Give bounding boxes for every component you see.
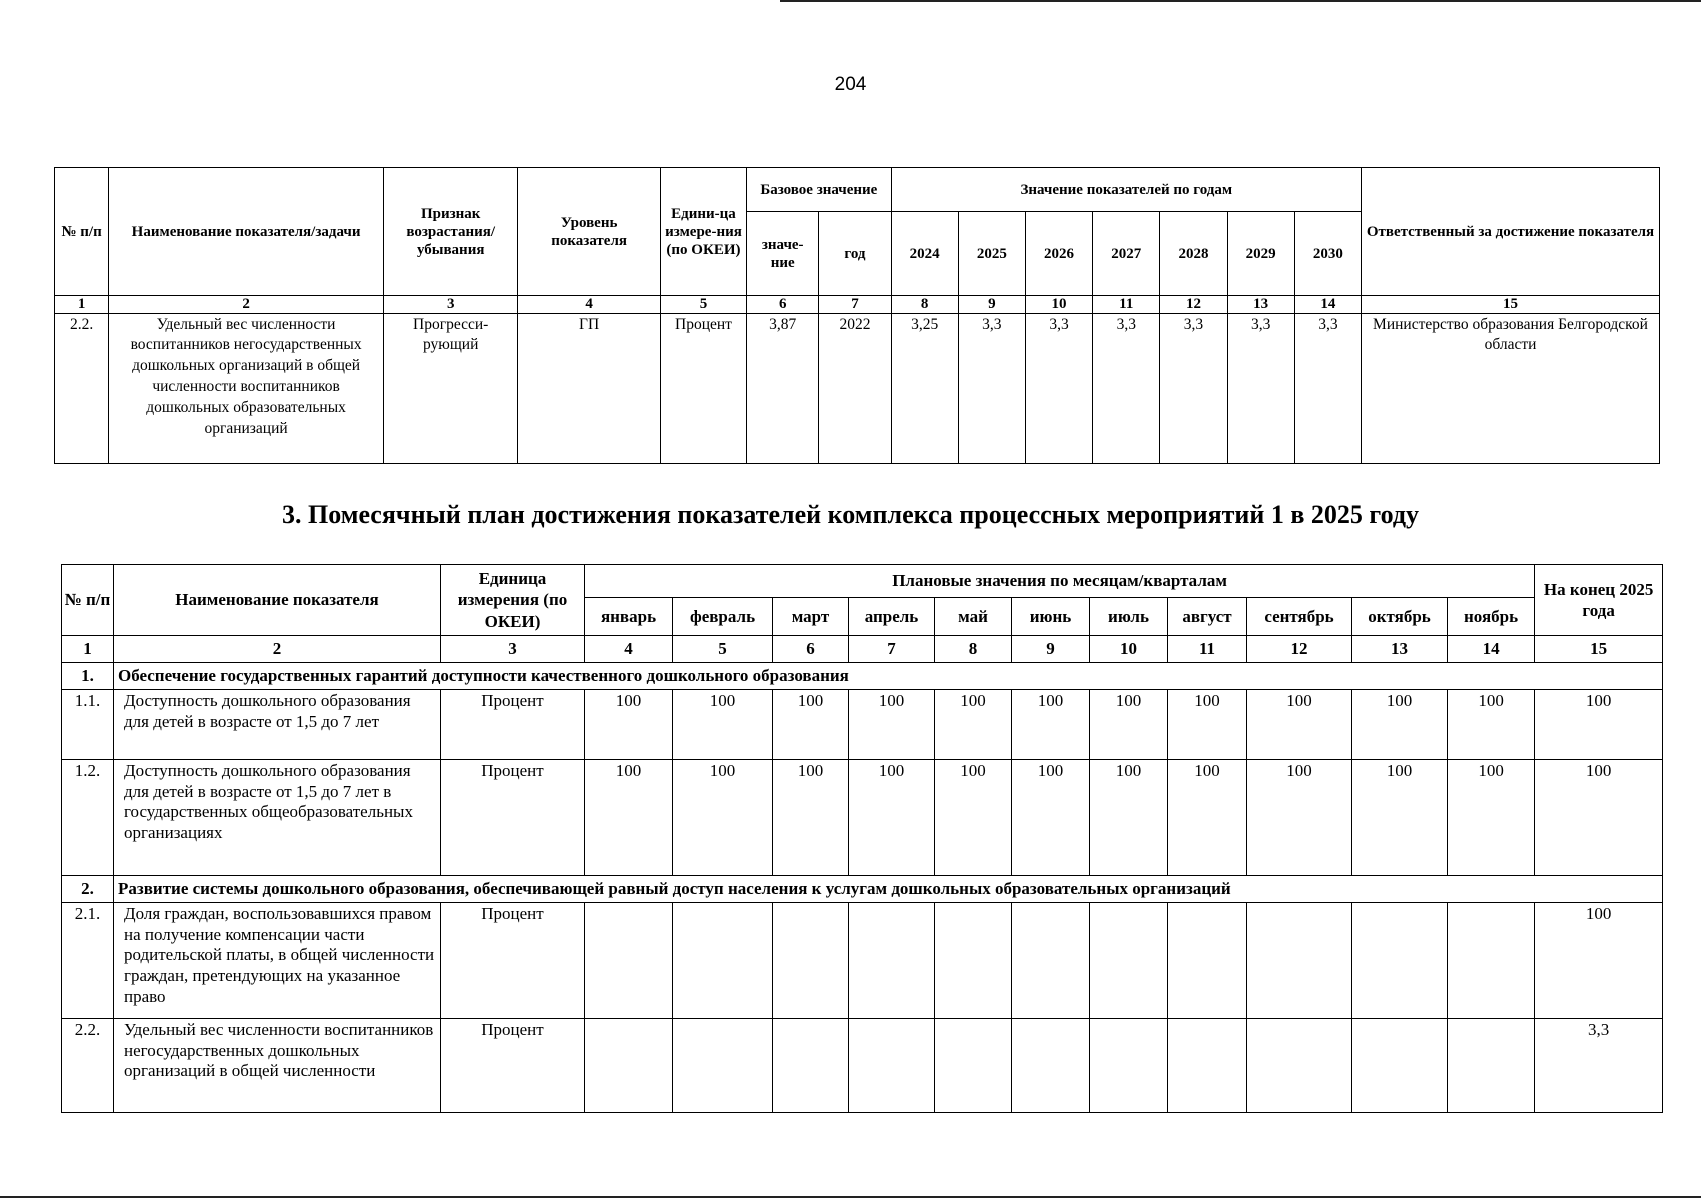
header-month: октябрь bbox=[1352, 598, 1448, 636]
row-year-value: 3,3 bbox=[958, 313, 1025, 463]
col-number: 6 bbox=[747, 296, 819, 314]
row-year-value: 3,3 bbox=[1025, 313, 1092, 463]
col-number: 13 bbox=[1352, 636, 1448, 663]
col-number: 7 bbox=[819, 296, 891, 314]
row-unit: Процент bbox=[441, 903, 585, 1019]
row-month-value bbox=[849, 1019, 935, 1113]
row-year-value: 3,25 bbox=[891, 313, 958, 463]
row-month-value: 100 bbox=[585, 760, 673, 876]
col-number: 7 bbox=[849, 636, 935, 663]
row-month-value: 100 bbox=[1247, 760, 1352, 876]
row-name: Доля граждан, воспользовавшихся правом на получение компенсации части родительской платы, в общей численности граждан, претендующих на указанное право bbox=[114, 903, 441, 1019]
col-number: 10 bbox=[1025, 296, 1092, 314]
row-month-value bbox=[1090, 1019, 1168, 1113]
col-number: 12 bbox=[1247, 636, 1352, 663]
col-number: 10 bbox=[1090, 636, 1168, 663]
row-month-value bbox=[773, 1019, 849, 1113]
section-row bbox=[62, 663, 1663, 690]
indicator-table bbox=[54, 167, 1660, 464]
header-month: сентябрь bbox=[1247, 598, 1352, 636]
row-month-value bbox=[1012, 1019, 1090, 1113]
row-num: 1.2. bbox=[62, 760, 114, 876]
header-by-years: Значение показателей по годам bbox=[891, 168, 1361, 212]
col-number: 9 bbox=[958, 296, 1025, 314]
header-unit: Единица измерения (по ОКЕИ) bbox=[441, 565, 585, 636]
row-month-value bbox=[1168, 1019, 1247, 1113]
header-base: Базовое значение bbox=[747, 168, 891, 212]
row-month-value bbox=[1168, 903, 1247, 1019]
row-month-value bbox=[1247, 903, 1352, 1019]
header-year: 2024 bbox=[891, 212, 958, 296]
col-number: 14 bbox=[1294, 296, 1361, 314]
row-year-value: 3,3 bbox=[1160, 313, 1227, 463]
monthly-plan-table bbox=[61, 564, 1663, 1113]
row-month-value bbox=[1352, 903, 1448, 1019]
header-month: июнь bbox=[1012, 598, 1090, 636]
row-num: 2.2. bbox=[55, 313, 109, 463]
table-row bbox=[62, 690, 1663, 760]
row-month-value: 100 bbox=[1090, 760, 1168, 876]
row-month-value bbox=[585, 903, 673, 1019]
header-month: август bbox=[1168, 598, 1247, 636]
row-unit: Процент bbox=[660, 313, 746, 463]
header-num: № п/п bbox=[55, 168, 109, 296]
bottom-edge-line bbox=[0, 1196, 1701, 1198]
col-number: 3 bbox=[441, 636, 585, 663]
table-row bbox=[62, 903, 1663, 1019]
row-end-value: 100 bbox=[1535, 760, 1663, 876]
column-number-row bbox=[62, 636, 1663, 663]
row-month-value: 100 bbox=[849, 690, 935, 760]
col-number: 12 bbox=[1160, 296, 1227, 314]
section-num: 2. bbox=[62, 876, 114, 903]
header-month: февраль bbox=[673, 598, 773, 636]
row-month-value bbox=[1247, 1019, 1352, 1113]
row-month-value bbox=[1352, 1019, 1448, 1113]
section-row bbox=[62, 876, 1663, 903]
header-year: 2029 bbox=[1227, 212, 1294, 296]
header-name: Наименование показателя bbox=[114, 565, 441, 636]
col-number: 15 bbox=[1362, 296, 1660, 314]
row-month-value: 100 bbox=[1168, 690, 1247, 760]
top-edge-line bbox=[780, 0, 1701, 2]
page-number: 204 bbox=[834, 74, 867, 95]
header-month: март bbox=[773, 598, 849, 636]
header-month: ноябрь bbox=[1448, 598, 1535, 636]
col-number: 5 bbox=[660, 296, 746, 314]
row-year-value: 3,3 bbox=[1093, 313, 1160, 463]
row-base-value: 3,87 bbox=[747, 313, 819, 463]
row-month-value: 100 bbox=[1012, 760, 1090, 876]
row-unit: Процент bbox=[441, 760, 585, 876]
header-base-value: значе-ние bbox=[747, 212, 819, 296]
row-month-value bbox=[1448, 903, 1535, 1019]
col-number: 13 bbox=[1227, 296, 1294, 314]
table-row bbox=[62, 760, 1663, 876]
row-month-value: 100 bbox=[1448, 760, 1535, 876]
header-num: № п/п bbox=[62, 565, 114, 636]
header-responsible: Ответственный за достижение показателя bbox=[1362, 168, 1660, 296]
row-month-value: 100 bbox=[1247, 690, 1352, 760]
table-row bbox=[62, 1019, 1663, 1113]
row-base-year: 2022 bbox=[819, 313, 891, 463]
row-trend: Прогресси-рующий bbox=[384, 313, 518, 463]
row-num: 2.2. bbox=[62, 1019, 114, 1113]
row-month-value: 100 bbox=[1448, 690, 1535, 760]
header-trend: Признак возрастания/ убывания bbox=[384, 168, 518, 296]
header-unit: Едини-ца измере-ния (по ОКЕИ) bbox=[660, 168, 746, 296]
header-month: май bbox=[935, 598, 1012, 636]
col-number: 2 bbox=[114, 636, 441, 663]
row-end-value: 100 bbox=[1535, 903, 1663, 1019]
table-row bbox=[55, 313, 1660, 463]
col-number: 11 bbox=[1168, 636, 1247, 663]
col-number: 1 bbox=[55, 296, 109, 314]
row-month-value: 100 bbox=[1168, 760, 1247, 876]
row-end-value: 3,3 bbox=[1535, 1019, 1663, 1113]
row-month-value: 100 bbox=[1352, 690, 1448, 760]
header-end: На конец 2025 года bbox=[1535, 565, 1663, 636]
row-num: 1.1. bbox=[62, 690, 114, 760]
header-month: январь bbox=[585, 598, 673, 636]
header-month: апрель bbox=[849, 598, 935, 636]
row-month-value bbox=[1090, 903, 1168, 1019]
col-number: 8 bbox=[935, 636, 1012, 663]
row-month-value: 100 bbox=[773, 690, 849, 760]
col-number: 4 bbox=[518, 296, 660, 314]
row-month-value bbox=[673, 903, 773, 1019]
row-month-value bbox=[773, 903, 849, 1019]
row-year-value: 3,3 bbox=[1294, 313, 1361, 463]
row-month-value: 100 bbox=[849, 760, 935, 876]
col-number: 15 bbox=[1535, 636, 1663, 663]
row-month-value: 100 bbox=[1352, 760, 1448, 876]
row-name: Доступность дошкольного образования для детей в возрасте от 1,5 до 7 лет в государственных общеобразовательных организациях bbox=[114, 760, 441, 876]
row-name: Удельный вес численности воспитанников негосударственных дошкольных организаций в общей численности воспитанников дошкольных образовательных организаций bbox=[109, 313, 384, 463]
row-name: Доступность дошкольного образования для детей в возрасте от 1,5 до 7 лет bbox=[114, 690, 441, 760]
row-month-value: 100 bbox=[673, 690, 773, 760]
row-end-value: 100 bbox=[1535, 690, 1663, 760]
header-year: 2027 bbox=[1093, 212, 1160, 296]
col-number: 8 bbox=[891, 296, 958, 314]
col-number: 2 bbox=[109, 296, 384, 314]
col-number: 5 bbox=[673, 636, 773, 663]
row-month-value: 100 bbox=[935, 690, 1012, 760]
col-number: 9 bbox=[1012, 636, 1090, 663]
column-number-row bbox=[55, 296, 1660, 314]
header-base-year: год bbox=[819, 212, 891, 296]
header-year: 2026 bbox=[1025, 212, 1092, 296]
row-month-value bbox=[1012, 903, 1090, 1019]
row-month-value: 100 bbox=[935, 760, 1012, 876]
row-year-value: 3,3 bbox=[1227, 313, 1294, 463]
row-num: 2.1. bbox=[62, 903, 114, 1019]
row-month-value bbox=[673, 1019, 773, 1113]
header-year: 2030 bbox=[1294, 212, 1361, 296]
section-title: 3. Помесячный план достижения показателей комплекса процессных мероприятий 1 в 2025 году bbox=[282, 500, 1419, 529]
row-name: Удельный вес численности воспитанников негосударственных дошкольных организаций в общей численности bbox=[114, 1019, 441, 1113]
col-number: 3 bbox=[384, 296, 518, 314]
col-number: 14 bbox=[1448, 636, 1535, 663]
header-planned: Плановые значения по месяцам/кварталам bbox=[585, 565, 1535, 598]
col-number: 6 bbox=[773, 636, 849, 663]
row-month-value bbox=[1448, 1019, 1535, 1113]
header-level: Уровень показателя bbox=[518, 168, 660, 296]
row-month-value bbox=[935, 1019, 1012, 1113]
header-year: 2025 bbox=[958, 212, 1025, 296]
col-number: 1 bbox=[62, 636, 114, 663]
col-number: 4 bbox=[585, 636, 673, 663]
row-month-value: 100 bbox=[1090, 690, 1168, 760]
section-heading: Обеспечение государственных гарантий доступности качественного дошкольного образования bbox=[114, 663, 1663, 690]
section-num: 1. bbox=[62, 663, 114, 690]
row-unit: Процент bbox=[441, 1019, 585, 1113]
row-month-value bbox=[585, 1019, 673, 1113]
row-level: ГП bbox=[518, 313, 660, 463]
header-year: 2028 bbox=[1160, 212, 1227, 296]
row-month-value: 100 bbox=[673, 760, 773, 876]
row-month-value bbox=[935, 903, 1012, 1019]
section-heading: Развитие системы дошкольного образования, обеспечивающей равный доступ населения к услугам дошкольных образовательных организаций bbox=[114, 876, 1663, 903]
row-month-value: 100 bbox=[1012, 690, 1090, 760]
row-unit: Процент bbox=[441, 690, 585, 760]
row-month-value: 100 bbox=[585, 690, 673, 760]
header-month: июль bbox=[1090, 598, 1168, 636]
row-responsible: Министерство образования Белгородской области bbox=[1362, 313, 1660, 463]
row-month-value: 100 bbox=[773, 760, 849, 876]
col-number: 11 bbox=[1093, 296, 1160, 314]
row-month-value bbox=[849, 903, 935, 1019]
header-name: Наименование показателя/задачи bbox=[109, 168, 384, 296]
